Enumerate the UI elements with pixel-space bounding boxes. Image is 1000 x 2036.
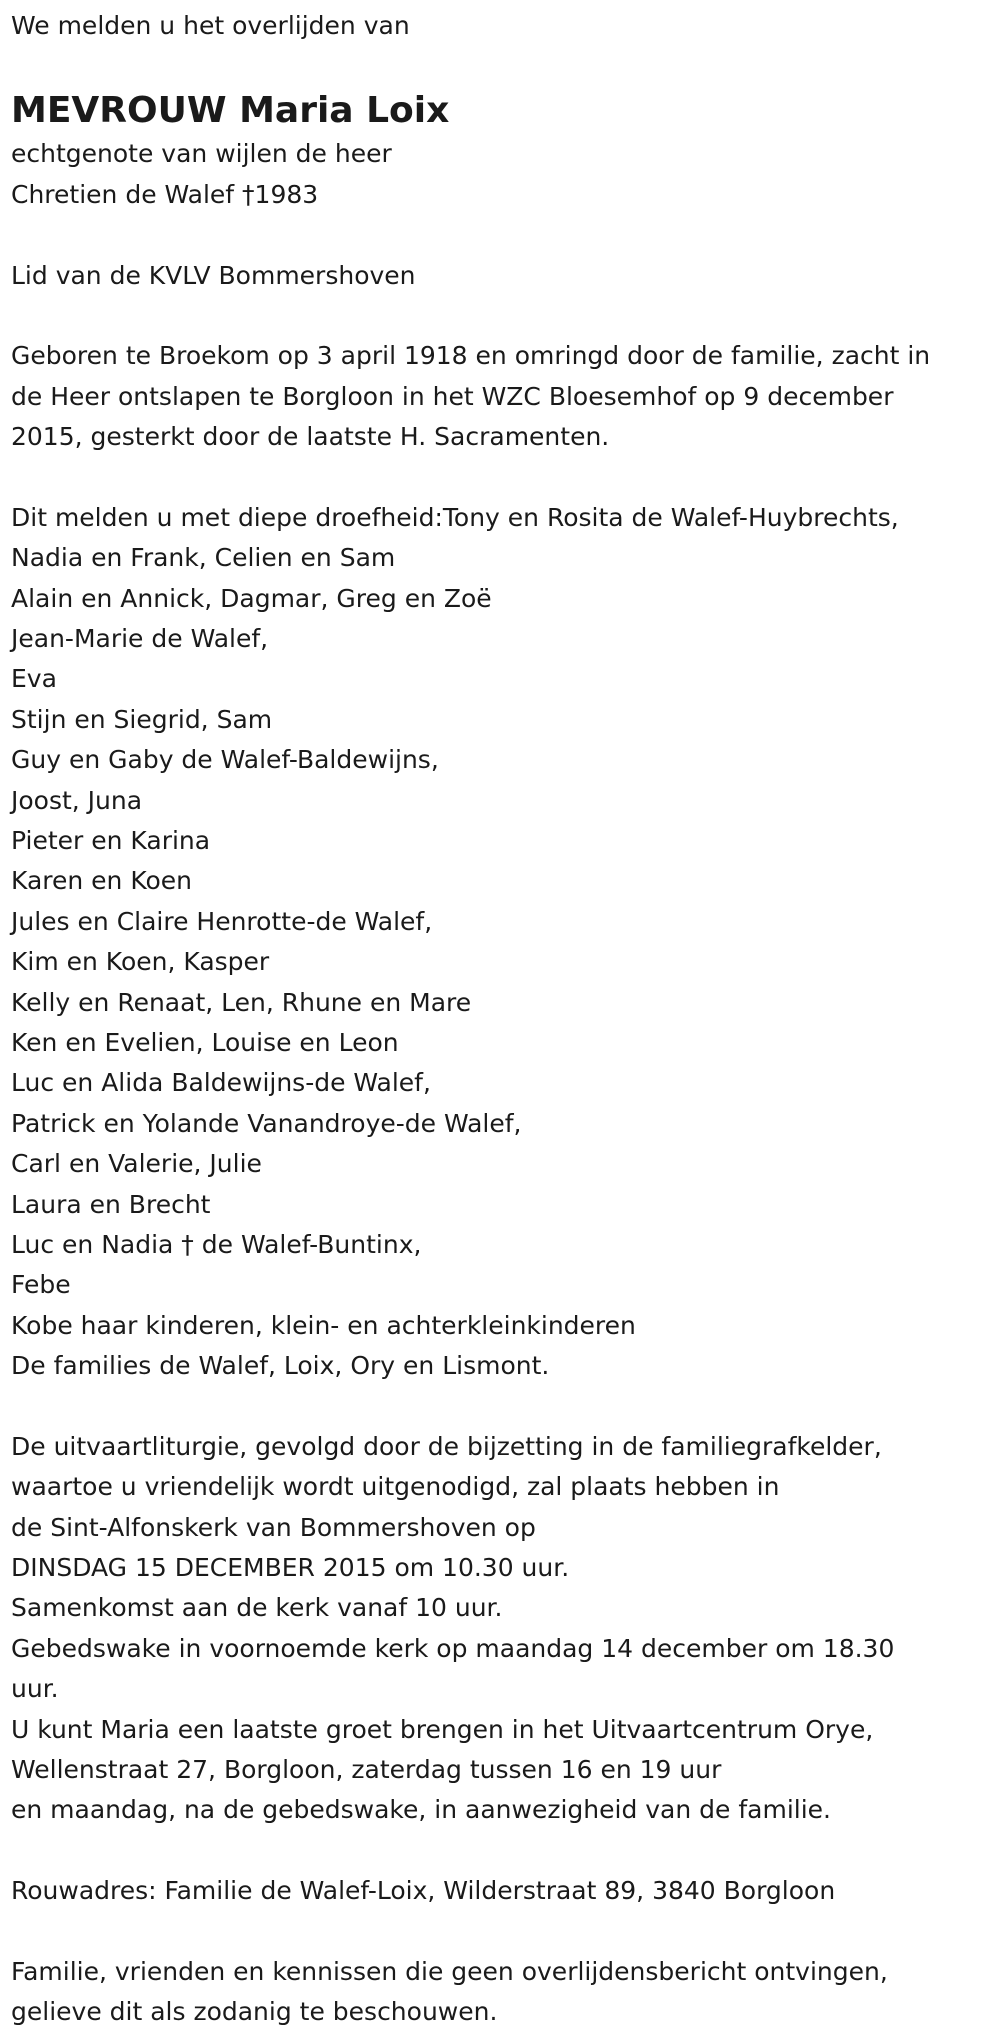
- obituary-notice: [0, 6, 1000, 2036]
- spacer: [11, 1831, 1000, 1871]
- spacer: [11, 1387, 1000, 1427]
- funeral-line: waartoe u vriendelijk wordt uitgenodigd, zal plaats hebben in: [11, 1472, 780, 1502]
- spouse-line: Chretien de Walef †1983: [11, 179, 319, 209]
- closing-line: gelieve dit als zodanig te beschouwen.: [11, 1997, 498, 2027]
- funeral-line: de Sint-Alfonskerk van Bommershoven op: [11, 1512, 536, 1542]
- family-line: Patrick en Yolande Vanandroye-de Walef,: [11, 1108, 522, 1138]
- family-line: Febe: [11, 1270, 71, 1300]
- intro-text: We melden u het overlijden van: [11, 11, 410, 40]
- family-line: Luc en Alida Baldewijns-de Walef,: [11, 1068, 431, 1098]
- family-line: Luc en Nadia † de Walef-Buntinx,: [11, 1229, 422, 1259]
- closing-note: [11, 1952, 1000, 2033]
- family-line: Stijn en Siegrid, Sam: [11, 704, 273, 734]
- family-line: De families de Walef, Loix, Ory en Lismont.: [11, 1351, 550, 1381]
- closing-line: Familie, vrienden en kennissen die geen overlijdensbericht ontvingen,: [11, 1956, 888, 1986]
- family-line: Dit melden u met diepe droefheid:Tony en Rosita de Walef-Huybrechts,: [11, 502, 899, 532]
- funeral-line: Wellenstraat 27, Borgloon, zaterdag tussen 16 en 19 uur: [11, 1755, 722, 1785]
- family-list: [11, 498, 1000, 1387]
- spacer: [11, 458, 1000, 498]
- spacer: [11, 296, 1000, 336]
- family-line: Joost, Juna: [11, 785, 143, 815]
- family-line: Ken en Evelien, Louise en Leon: [11, 1027, 399, 1057]
- funeral-line: uur.: [11, 1674, 59, 1704]
- family-line: Pieter en Karina: [11, 826, 211, 856]
- funeral-line: en maandag, na de gebedswake, in aanwezigheid van de familie.: [11, 1795, 832, 1825]
- spouse-block: [11, 134, 1000, 215]
- family-line: Laura en Brecht: [11, 1189, 211, 1219]
- family-line: Jean-Marie de Walef,: [11, 624, 269, 654]
- family-line: Kobe haar kinderen, klein- en achterkleinkinderen: [11, 1310, 636, 1340]
- membership-text: Lid van de KVLV Bommershoven: [11, 260, 416, 290]
- family-line: Alain en Annick, Dagmar, Greg en Zoë: [11, 583, 492, 613]
- family-line: Eva: [11, 664, 57, 694]
- family-line: Karen en Koen: [11, 866, 193, 896]
- birth-death-paragraph: [11, 336, 1000, 457]
- funeral-line: Samenkomst aan de kerk vanaf 10 uur.: [11, 1593, 503, 1623]
- paragraph-line: de Heer ontslapen te Borgloon in het WZC Bloesemhof op 9 december: [11, 381, 894, 411]
- family-line: Kim en Koen, Kasper: [11, 947, 270, 977]
- family-line: Guy en Gaby de Walef-Baldewijns,: [11, 745, 439, 775]
- paragraph-line: Geboren te Broekom op 3 april 1918 en omringd door de familie, zacht in: [11, 341, 931, 371]
- mourning-address: Rouwadres: Familie de Walef-Loix, Wilderstraat 89, 3840 Borgloon: [11, 1876, 836, 1906]
- paragraph-line: 2015, gesterkt door de laatste H. Sacramenten.: [11, 422, 610, 452]
- deceased-name: MEVROUW Maria Loix: [11, 90, 450, 132]
- family-line: Kelly en Renaat, Len, Rhune en Mare: [11, 987, 472, 1017]
- funeral-line: Gebedswake in voornoemde kerk op maandag 14 december om 18.30: [11, 1633, 895, 1663]
- funeral-details: [11, 1427, 1000, 1831]
- funeral-line: U kunt Maria een laatste groet brengen in het Uitvaartcentrum Orye,: [11, 1714, 874, 1744]
- spacer: [11, 215, 1000, 255]
- spacer: [11, 1912, 1000, 1952]
- funeral-line: DINSDAG 15 DECEMBER 2015 om 10.30 uur.: [11, 1553, 570, 1583]
- spouse-line: echtgenote van wijlen de heer: [11, 139, 392, 169]
- family-line: Carl en Valerie, Julie: [11, 1149, 262, 1179]
- funeral-line: De uitvaartliturgie, gevolgd door de bijzetting in de familiegrafkelder,: [11, 1431, 882, 1461]
- family-line: Nadia en Frank, Celien en Sam: [11, 543, 396, 573]
- family-line: Jules en Claire Henrotte-de Walef,: [11, 906, 433, 936]
